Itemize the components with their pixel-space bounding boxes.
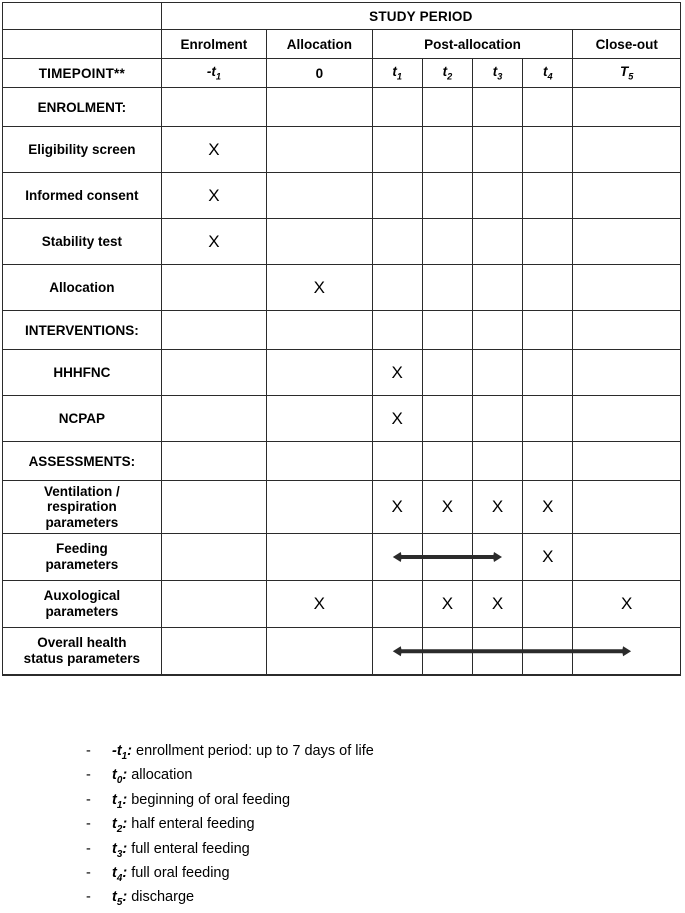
x-mark: X — [491, 497, 504, 516]
footnote-key: $t_1$: — [112, 791, 128, 811]
cell-r0-2-c1 — [267, 219, 372, 265]
cell-r0-2-c2 — [372, 219, 422, 265]
footnote-dash: - — [86, 889, 91, 906]
cell-r2-0-c6 — [573, 481, 681, 534]
cell-r2-2-c2 — [372, 581, 422, 628]
section-heading-label: INTERVENTIONS: — [3, 311, 162, 350]
section-heading-row-0 — [3, 88, 681, 127]
table-row — [3, 396, 681, 442]
table-row — [3, 173, 681, 219]
footnote-key: $t_2$: — [112, 816, 128, 836]
corner-blank-cell — [3, 3, 162, 30]
section-heading-cell — [573, 311, 681, 350]
cell-r1-1-c3 — [422, 396, 472, 442]
cell-r0-1-c5 — [523, 173, 573, 219]
cell-r1-0-c1 — [267, 350, 372, 396]
table-row — [3, 481, 681, 534]
cell-r0-1-c0 — [161, 173, 266, 219]
row-label: Stability test — [3, 219, 162, 265]
spirit-schedule-table — [2, 2, 681, 676]
timepoint-header-row — [3, 59, 681, 88]
cell-r0-0-c0 — [161, 127, 266, 173]
section-heading-cell — [523, 442, 573, 481]
section-heading-cell — [372, 442, 422, 481]
section-heading-cell — [267, 311, 372, 350]
cell-r0-2-c5 — [523, 219, 573, 265]
row-label: Informed consent — [3, 173, 162, 219]
footnote-text: discharge — [127, 889, 195, 906]
section-heading-cell — [472, 311, 522, 350]
cell-r2-3-c1 — [267, 628, 372, 676]
cell-r2-0-c5 — [523, 481, 573, 534]
cell-r0-1-c6 — [573, 173, 681, 219]
cell-r1-0-c0 — [161, 350, 266, 396]
row-label: NCPAP — [3, 396, 162, 442]
section-heading-cell — [472, 442, 522, 481]
phase-header-2: Post-allocation — [372, 30, 573, 59]
cell-r2-2-c6 — [573, 581, 681, 628]
cell-r2-1-c3 — [422, 534, 472, 581]
x-mark: X — [542, 497, 554, 516]
section-heading-cell — [372, 311, 422, 350]
section-heading-cell — [372, 88, 422, 127]
row-label: Eligibility screen — [3, 127, 162, 173]
x-mark: X — [491, 594, 504, 613]
row-label: HHHFNC — [3, 350, 162, 396]
cell-r0-2-c3 — [422, 219, 472, 265]
cell-r1-0-c4 — [472, 350, 522, 396]
cell-r2-0-c4 — [472, 481, 522, 534]
cell-r2-3-c6 — [573, 628, 681, 676]
cell-r2-3-c3 — [422, 628, 472, 676]
row-label: Allocation — [3, 265, 162, 311]
cell-r2-1-c1 — [267, 534, 372, 581]
footnote-key: $-t_1$: — [112, 743, 132, 762]
section-heading-cell — [267, 442, 372, 481]
study-period-header-row — [3, 3, 681, 30]
cell-r0-0-c3 — [422, 127, 472, 173]
table-row — [3, 127, 681, 173]
section-heading-row-1 — [3, 311, 681, 350]
cell-r2-1-c2 — [372, 534, 422, 581]
phase-blank-cell — [3, 30, 162, 59]
footnote-dash: - — [86, 816, 91, 833]
footnote-key: $t_0$: — [112, 767, 128, 787]
cell-r2-2-c0 — [161, 581, 266, 628]
cell-r0-0-c6 — [573, 127, 681, 173]
cell-r2-0-c0 — [161, 481, 266, 534]
cell-r0-2-c6 — [573, 219, 681, 265]
footnote-item — [86, 815, 646, 839]
cell-r2-2-c1 — [267, 581, 372, 628]
section-heading-cell — [161, 442, 266, 481]
cell-r1-1-c6 — [573, 396, 681, 442]
section-heading-cell — [161, 311, 266, 350]
cell-r0-0-c5 — [523, 127, 573, 173]
x-mark: X — [391, 362, 403, 382]
footnote-dash: - — [86, 840, 91, 857]
cell-r0-1-c4 — [472, 173, 522, 219]
section-heading-cell — [422, 442, 472, 481]
x-mark: X — [208, 185, 220, 205]
x-mark: X — [313, 277, 326, 297]
timepoint-header-1: 0 — [267, 59, 372, 88]
cell-r0-3-c0 — [161, 265, 266, 311]
cell-r0-3-c5 — [523, 265, 573, 311]
cell-r2-1-c0 — [161, 534, 266, 581]
cell-r0-3-c6 — [573, 265, 681, 311]
phase-header-1: Allocation — [267, 30, 372, 59]
footnote-dash: - — [86, 767, 91, 784]
row-label: Auxological parameters — [3, 581, 162, 628]
footnote-key: $t_3$: — [112, 840, 128, 860]
cell-r2-2-c4 — [472, 581, 522, 628]
section-heading-cell — [422, 311, 472, 350]
cell-r2-1-c5 — [523, 534, 573, 581]
footnote-item — [86, 888, 646, 912]
timepoint-header-6: $T_5$ — [573, 59, 681, 88]
cell-r1-0-c5 — [523, 350, 573, 396]
study-period-header: STUDY PERIOD — [161, 3, 680, 30]
x-mark: X — [391, 497, 403, 516]
cell-r0-3-c3 — [422, 265, 472, 311]
footnote-item — [86, 864, 646, 888]
table-row — [3, 350, 681, 396]
cell-r2-1-c6 — [573, 534, 681, 581]
cell-r2-0-c1 — [267, 481, 372, 534]
phase-header-0: Enrolment — [161, 30, 266, 59]
cell-r1-0-c6 — [573, 350, 681, 396]
footnote-text: allocation — [127, 767, 193, 784]
footnote-dash: - — [86, 791, 91, 808]
cell-r1-1-c2 — [372, 396, 422, 442]
footnote-dash: - — [86, 743, 91, 759]
cell-r2-3-c4 — [472, 628, 522, 676]
cell-r2-3-c0 — [161, 628, 266, 676]
row-label: Ventilation / respiration parameters — [3, 481, 162, 534]
cell-r1-1-c1 — [267, 396, 372, 442]
footnote-item — [86, 791, 646, 815]
phase-header-row — [3, 30, 681, 59]
cell-r0-1-c3 — [422, 173, 472, 219]
section-heading-cell — [161, 88, 266, 127]
table-row — [3, 628, 681, 676]
cell-r2-0-c2 — [372, 481, 422, 534]
timepoint-header-2: $t_1$ — [372, 59, 422, 88]
section-heading-cell — [573, 88, 681, 127]
footnote-text: full oral feeding — [127, 864, 230, 881]
footnote-text: beginning of oral feeding — [127, 791, 291, 808]
cell-r1-1-c0 — [161, 396, 266, 442]
table-row — [3, 219, 681, 265]
cell-r0-0-c1 — [267, 127, 372, 173]
footnote-list — [86, 742, 646, 913]
cell-r0-2-c0 — [161, 219, 266, 265]
cell-r1-1-c4 — [472, 396, 522, 442]
x-mark: X — [542, 547, 554, 566]
x-mark: X — [208, 139, 220, 159]
table-row — [3, 581, 681, 628]
cell-r0-1-c2 — [372, 173, 422, 219]
timepoint-header-3: $t_2$ — [422, 59, 472, 88]
cell-r2-3-c5 — [523, 628, 573, 676]
x-mark: X — [441, 594, 454, 613]
section-heading-label: ASSESSMENTS: — [3, 442, 162, 481]
footnote-text: full enteral feeding — [127, 840, 250, 857]
x-mark: X — [621, 594, 633, 613]
timepoint-row-label: TIMEPOINT** — [3, 59, 162, 88]
row-label: Overall health status parameters — [3, 628, 162, 676]
row-label: Feeding parameters — [3, 534, 162, 581]
cell-r2-0-c3 — [422, 481, 472, 534]
footnote-item — [86, 840, 646, 864]
table-row — [3, 265, 681, 311]
section-heading-row-2 — [3, 442, 681, 481]
spirit-schedule-table-wrapper — [2, 2, 681, 676]
timepoint-header-5: $t_4$ — [523, 59, 573, 88]
cell-r1-0-c3 — [422, 350, 472, 396]
section-heading-cell — [523, 88, 573, 127]
timepoint-header-0: $-t_1$ — [161, 59, 266, 88]
cell-r2-1-c4 — [472, 534, 522, 581]
section-heading-cell — [472, 88, 522, 127]
footnote-key: $t_5$: — [112, 889, 128, 909]
section-heading-cell — [523, 311, 573, 350]
phase-header-3: Close-out — [573, 30, 681, 59]
cell-r0-1-c1 — [267, 173, 372, 219]
cell-r2-3-c2 — [372, 628, 422, 676]
table-row — [3, 534, 681, 581]
footnote-text: half enteral feeding — [127, 816, 255, 833]
cell-r0-0-c4 — [472, 127, 522, 173]
section-heading-cell — [267, 88, 372, 127]
cell-r0-0-c2 — [372, 127, 422, 173]
section-heading-cell — [422, 88, 472, 127]
footnote-item — [86, 742, 646, 766]
cell-r2-2-c5 — [523, 581, 573, 628]
cell-r0-3-c4 — [472, 265, 522, 311]
section-heading-label: ENROLMENT: — [3, 88, 162, 127]
cell-r1-1-c5 — [523, 396, 573, 442]
x-mark: X — [313, 594, 326, 613]
cell-r2-2-c3 — [422, 581, 472, 628]
timepoint-header-4: $t_3$ — [472, 59, 522, 88]
x-mark: X — [208, 231, 220, 251]
footnote-item — [86, 766, 646, 790]
footnote-text: enrollment period: up to 7 days of life — [132, 743, 374, 759]
footnote-dash: - — [86, 864, 91, 881]
cell-r0-3-c1 — [267, 265, 372, 311]
x-mark: X — [391, 408, 403, 428]
cell-r0-3-c2 — [372, 265, 422, 311]
footnote-key: $t_4$: — [112, 864, 128, 884]
cell-r1-0-c2 — [372, 350, 422, 396]
x-mark: X — [441, 497, 454, 516]
section-heading-cell — [573, 442, 681, 481]
cell-r0-2-c4 — [472, 219, 522, 265]
